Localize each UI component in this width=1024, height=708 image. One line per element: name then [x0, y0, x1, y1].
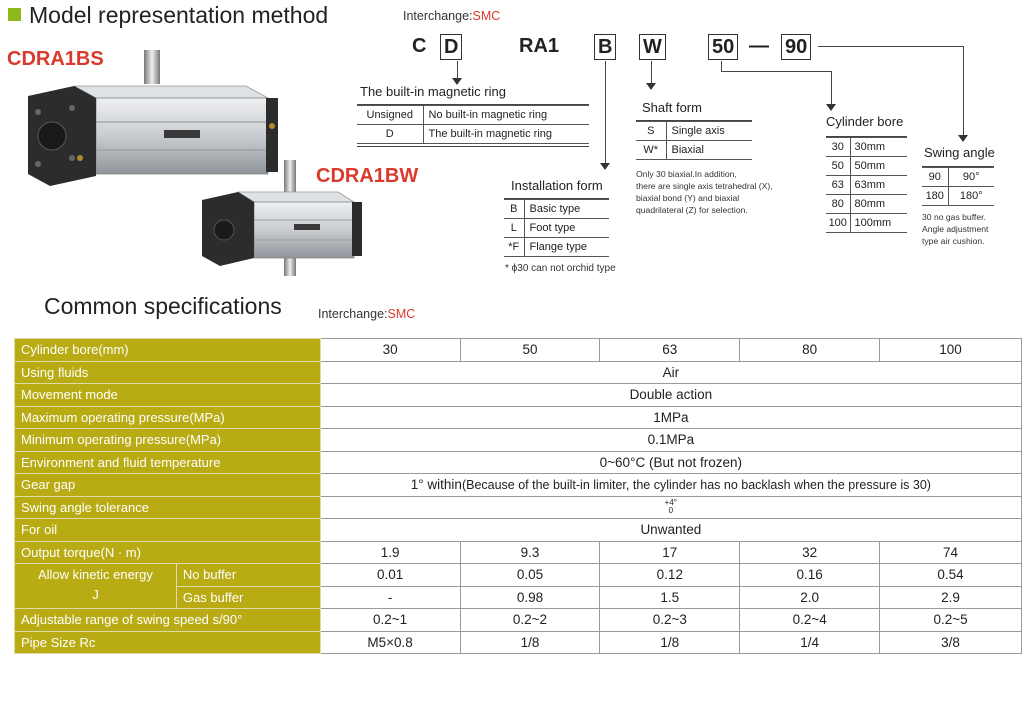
- shaft-form-title: Shaft form: [642, 100, 702, 115]
- table-row: Allow kinetic energy J No buffer 0.01 0.05 0.12 0.16 0.54: [15, 564, 1022, 587]
- table-row: Using fluids Air: [15, 361, 1022, 384]
- gear-gap-value: 1° within(Because of the built-in limiter, the cylinder has no backlash when the pressure is 30): [320, 474, 1021, 497]
- cylinder-bore-title: Cylinder bore: [826, 114, 904, 129]
- page-title: Model representation method: [29, 2, 329, 28]
- table-row: Cylinder bore(mm) 30 50 63 80 100: [15, 339, 1022, 362]
- magnetic-ring-title: The built-in magnetic ring: [360, 84, 506, 99]
- arrow-w-icon: [646, 83, 656, 91]
- table-row: Pipe Size Rc M5×0.8 1/8 1/8 1/4 3/8: [15, 631, 1022, 654]
- table-row: Output torque(N · m) 1.9 9.3 17 32 74: [15, 541, 1022, 564]
- code-d: D: [440, 34, 462, 60]
- product-image-cdra1bw: [198, 160, 370, 278]
- table-row: Environment and fluid temperature 0~60°C (But not frozen): [15, 451, 1022, 474]
- code-dash: —: [749, 35, 769, 57]
- connector-bore-h: [721, 71, 832, 72]
- table-row: Minimum operating pressure(MPa) 0.1MPa: [15, 429, 1022, 452]
- arrow-angle-icon: [958, 135, 968, 143]
- title-bullet: [8, 8, 21, 21]
- code-angle: 90: [781, 34, 811, 60]
- arrow-bore-icon: [826, 104, 836, 112]
- installation-form-table: [504, 199, 609, 257]
- shaft-form-table: [636, 121, 752, 160]
- swing-angle-title: Swing angle: [924, 145, 995, 160]
- table-row: 100 100mm: [826, 214, 907, 233]
- arrow-b-icon: [600, 163, 610, 171]
- specs-table: [14, 338, 1022, 654]
- specs-title: Common specifications: [44, 293, 282, 319]
- table-row: Gear gap 1° within(Because of the built-in limiter, the cylinder has no backlash when the pressure is 30): [15, 474, 1022, 497]
- magnetic-ring-table: [357, 105, 589, 144]
- table-row: 90 90°: [922, 168, 994, 187]
- table-row: Unsigned No built-in magnetic ring: [357, 106, 589, 125]
- swing-angle-table: [922, 167, 994, 206]
- table-row: 63 63mm: [826, 176, 907, 195]
- table-row: Adjustable range of swing speed s/90° 0.2~1 0.2~2 0.2~3 0.2~4 0.2~5: [15, 609, 1022, 632]
- specs-interchange: Interchange:SMC: [318, 307, 416, 321]
- table-row: L Foot type: [504, 219, 609, 238]
- header-interchange: Interchange:SMC: [403, 9, 501, 23]
- installation-form-note: * ϕ30 can not orchid type: [505, 263, 616, 274]
- tolerance-value: +4° 0: [320, 496, 1021, 519]
- connector-angle-v: [963, 46, 964, 138]
- code-ra1: RA1: [519, 35, 560, 57]
- shaft-form-note: Only 30 biaxial.In addition, there are single axis tetrahedral (X), biaxial bond (Y) and biaxial quadrilateral (Z) for selection.: [636, 169, 773, 215]
- table-row: B Basic type: [504, 200, 609, 219]
- product-label-cdra1bw: CDRA1BW: [316, 165, 419, 187]
- table-row: Maximum operating pressure(MPa) 1MPa: [15, 406, 1022, 429]
- table-row: For oil Unwanted: [15, 519, 1022, 542]
- swing-angle-note: 30 no gas buffer. Angle adjustment type air cushion.: [922, 212, 989, 246]
- table-row: Swing angle tolerance +4° 0: [15, 496, 1022, 519]
- table-row: *F Flange type: [504, 238, 609, 257]
- table-row: 30 30mm: [826, 138, 907, 157]
- table-row: S Single axis: [636, 122, 752, 141]
- product-label-cdra1bs: CDRA1BS: [7, 48, 104, 70]
- table-row: W* Biaxial: [636, 141, 752, 160]
- table-row: 50 50mm: [826, 157, 907, 176]
- kinetic-energy-label: Allow kinetic energy J: [15, 564, 177, 609]
- table-row: Gas buffer - 0.98 1.5 2.0 2.9: [15, 586, 1022, 609]
- connector-bore-v2: [831, 71, 832, 107]
- connector-angle-h: [818, 46, 964, 47]
- code-c: C: [412, 35, 427, 57]
- code-w: W: [639, 34, 666, 60]
- code-b: B: [594, 34, 616, 60]
- table-row: Movement mode Double action: [15, 384, 1022, 407]
- table-row: 80 80mm: [826, 195, 907, 214]
- connector-b: [605, 61, 606, 167]
- table-row: 180 180°: [922, 187, 994, 206]
- code-bore: 50: [708, 34, 738, 60]
- table-row: D The built-in magnetic ring: [357, 125, 589, 144]
- installation-form-title: Installation form: [511, 178, 603, 193]
- cylinder-bore-table: [826, 137, 907, 233]
